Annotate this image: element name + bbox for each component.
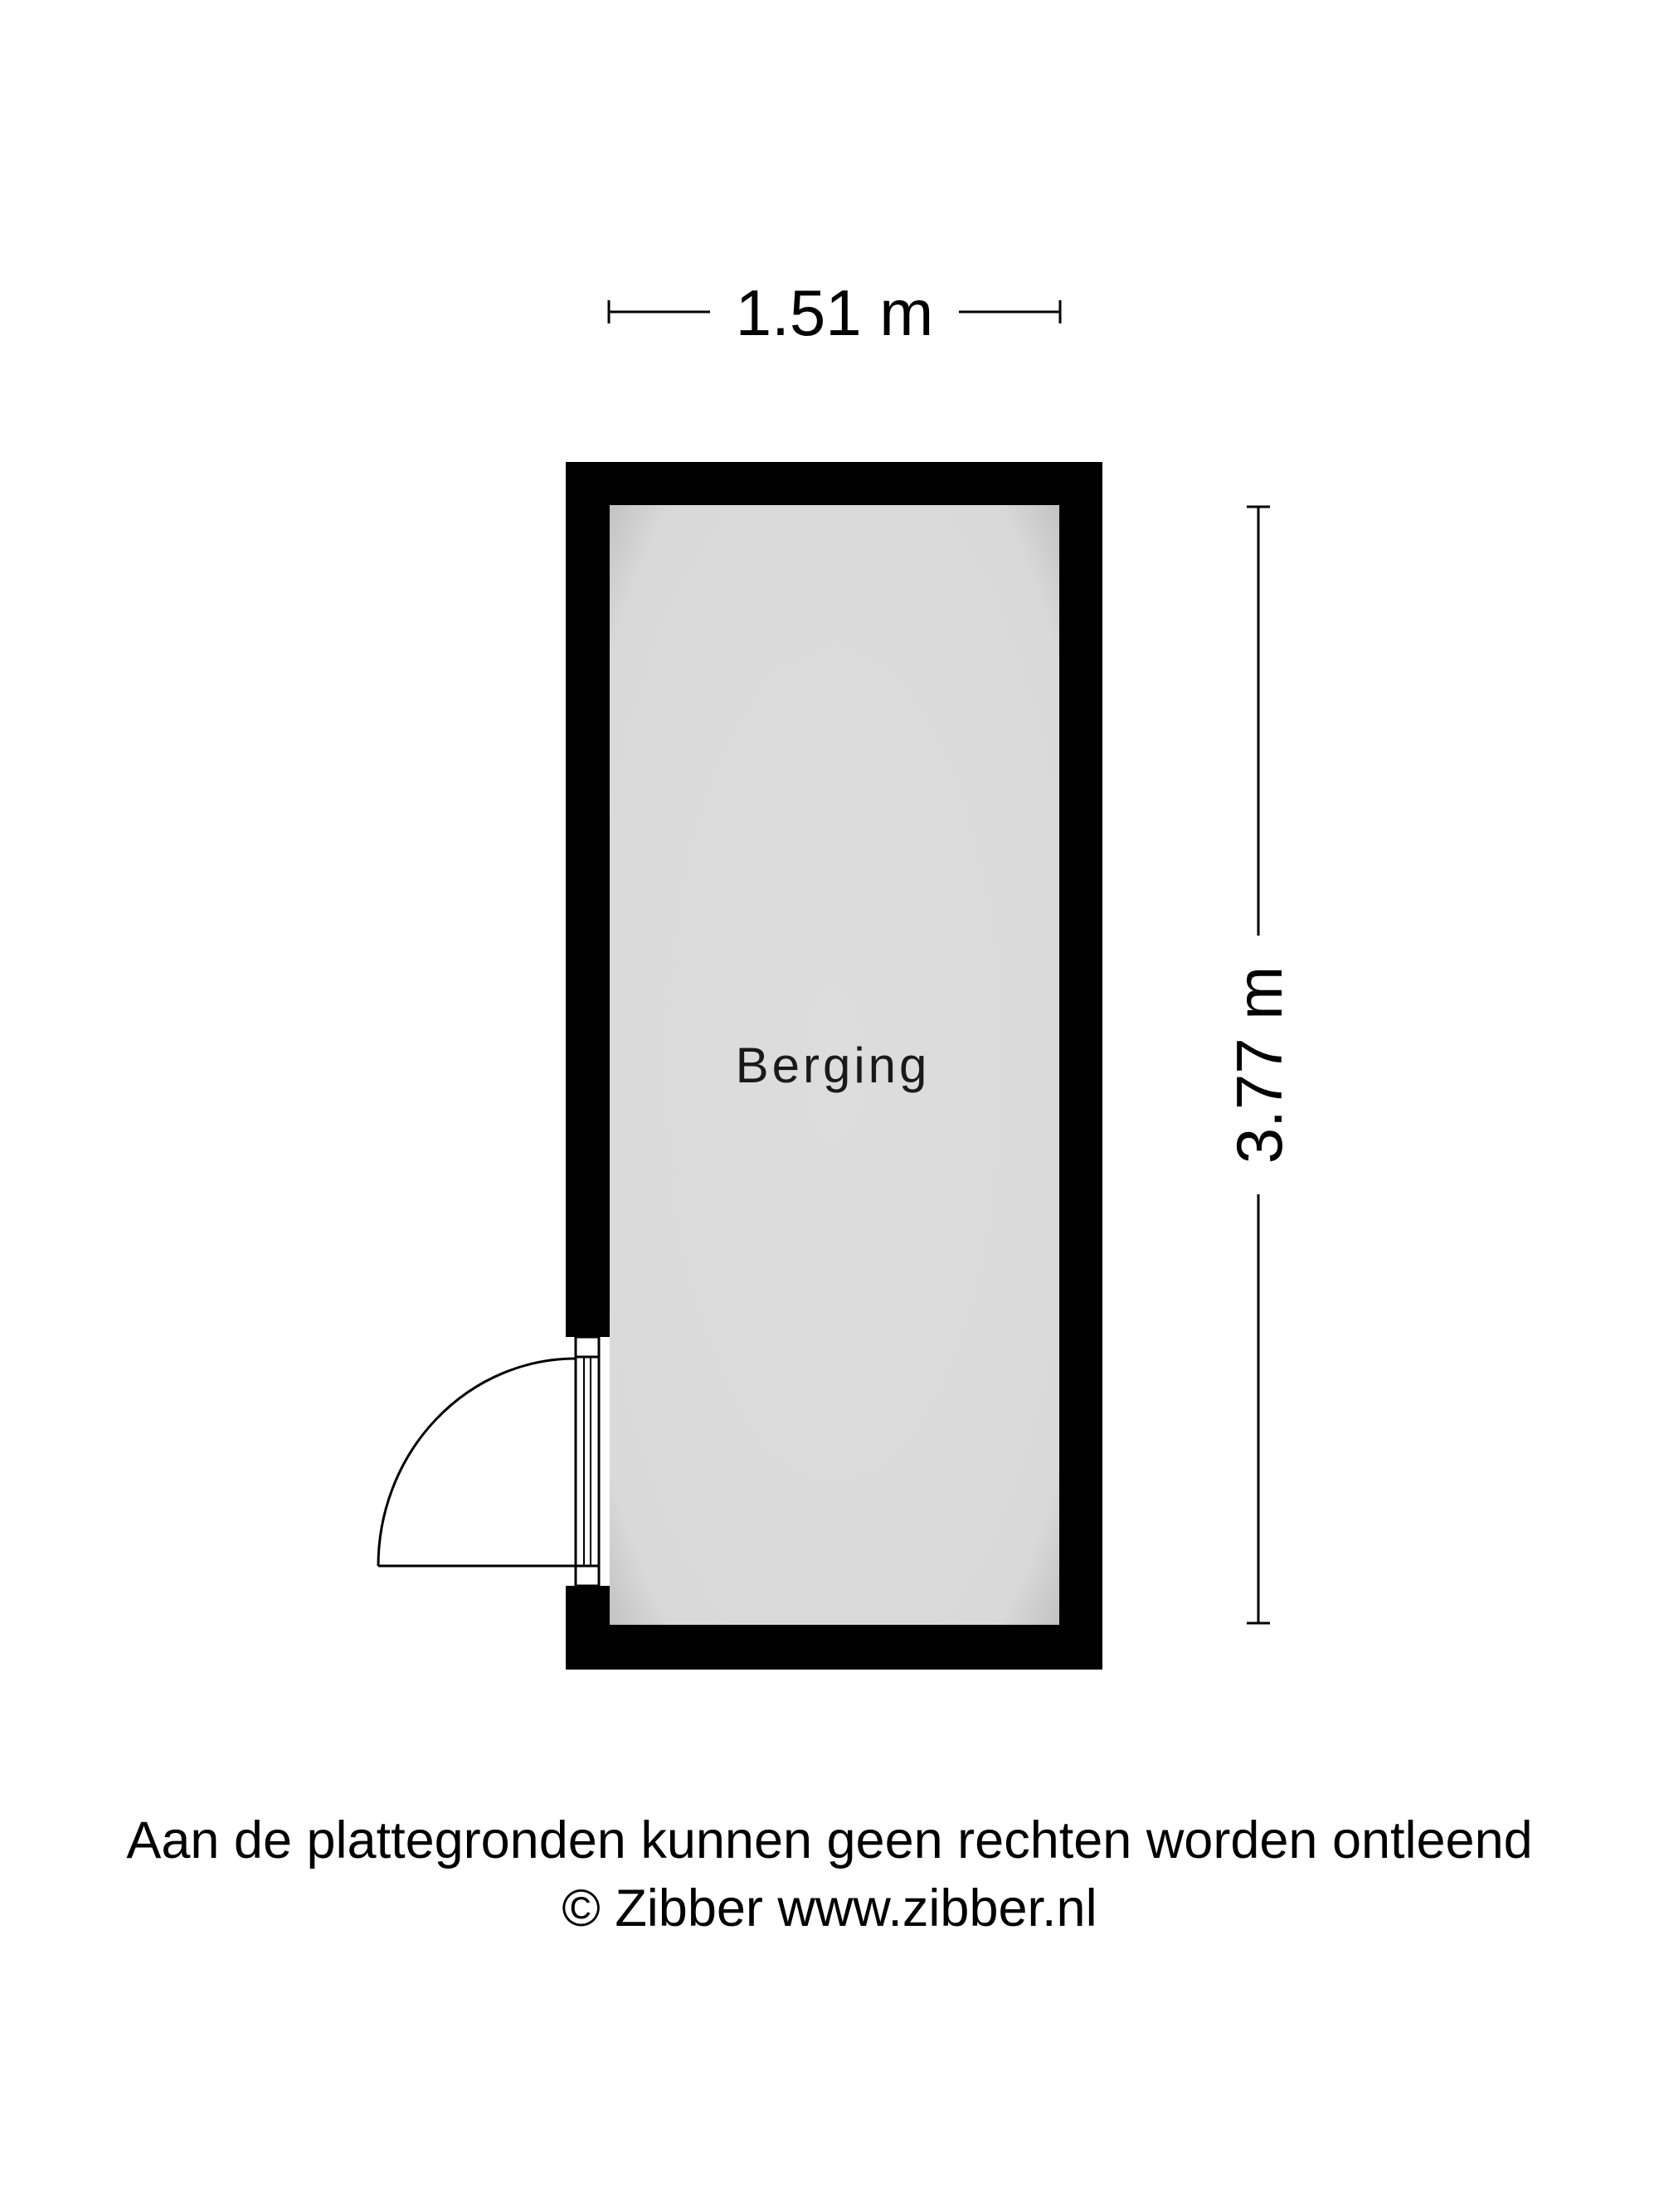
width-dimension — [609, 276, 1060, 349]
door-swing-arc — [378, 1359, 576, 1566]
room-label: Berging — [735, 1038, 931, 1093]
length-dimension — [1223, 507, 1296, 1623]
door-frame-top — [576, 1337, 599, 1357]
copyright-text: © Zibber www.zibber.nl — [562, 1879, 1097, 1937]
disclaimer-text: Aan de plattegronden kunnen geen rechten worden ontleend — [126, 1811, 1533, 1869]
door — [378, 1337, 610, 1586]
door-opening — [566, 1337, 610, 1586]
width-dimension-label: 1.51 m — [735, 276, 934, 349]
door-frame-bottom — [576, 1566, 599, 1586]
length-dimension-label: 3.77 m — [1223, 965, 1296, 1164]
